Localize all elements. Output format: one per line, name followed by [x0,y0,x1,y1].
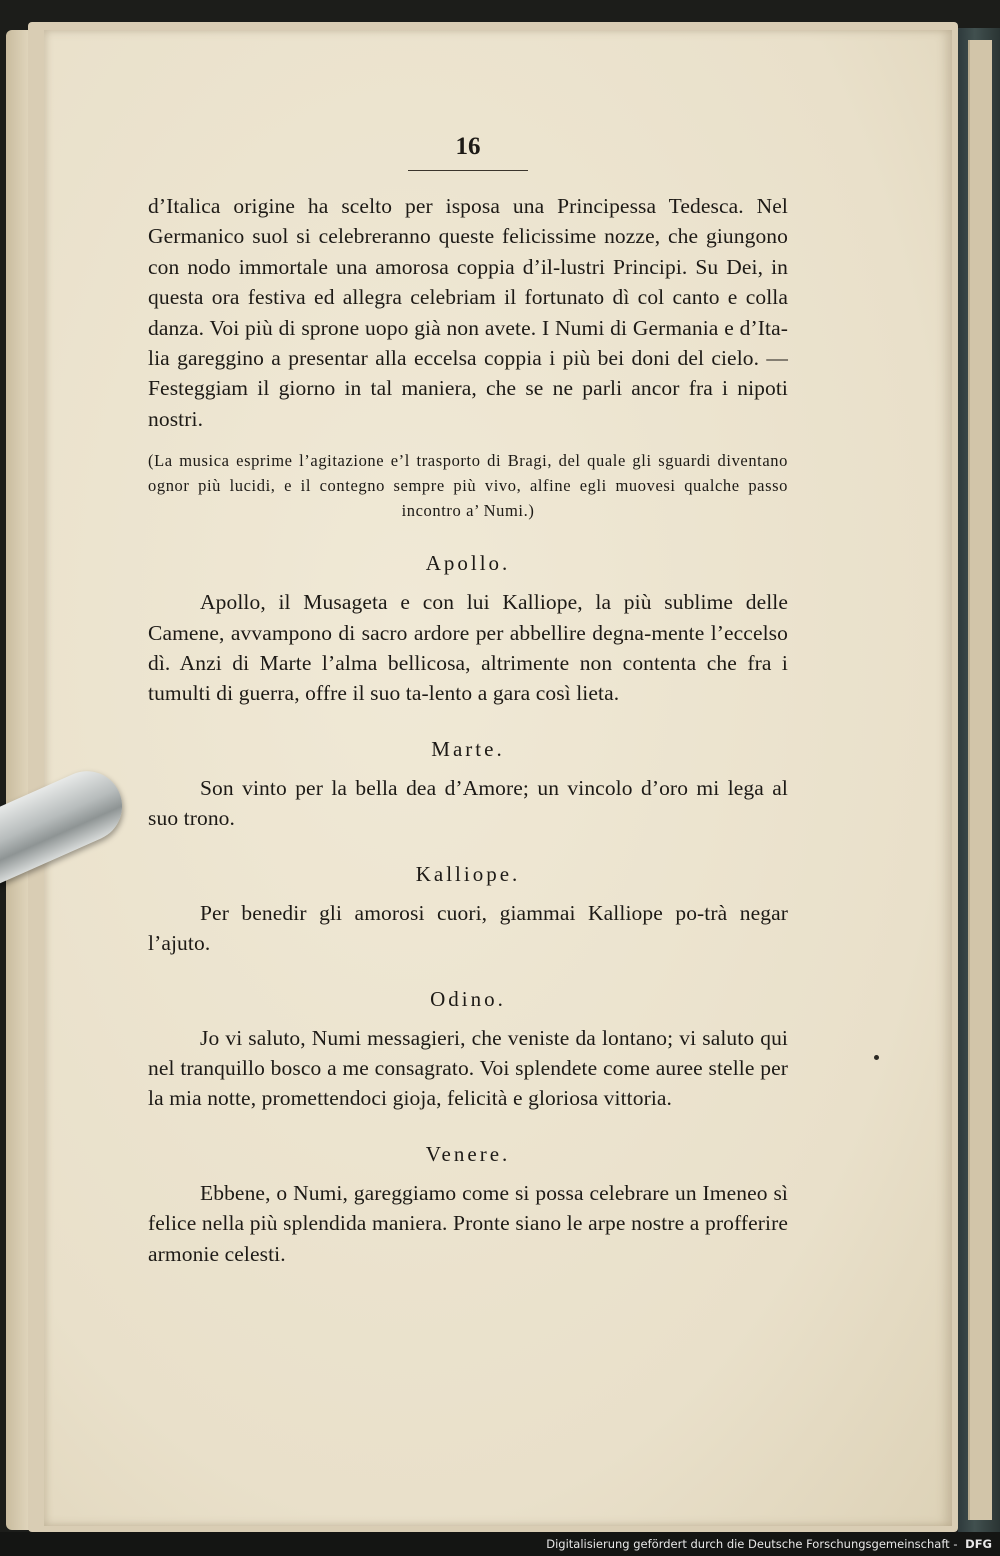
speaker-heading: Kalliope. [415,861,521,886]
speech-text: Per benedir gli amorosi cuori, giammai Kalliope po-trà negar l’ajuto. [148,900,788,956]
speech-text: Son vinto per la bella dea d’Amore; un vincolo d’oro mi lega al suo trono. [148,775,788,831]
opening-paragraph: d’Italica origine ha scelto per isposa una Principessa Tedesca. Nel Germanico suol si celebreranno queste felicissime nozze, che giungono con nodo immortale una amorosa coppia d’il-lustri Principi. Su Dei, in questa ora festiva ed allegra celebriam il fortunato dì col canto e colla danza. Voi più di sprone uopo già non avete. I Numi di Germania e d’Ita-lia gareggino a presentar alla eccelsa coppia i più bei doni del cielo. — Festeggiam il giorno in tal maniera, che se ne parli ancor fra i nipoti nostri. [148,194,788,431]
speaker-heading: Apollo. [425,551,511,576]
speaker-heading: Venere. [425,1141,511,1166]
speaker-heading: Marte. [431,736,505,761]
stage-direction: (La musica esprime l’agitazione e’l trasporto di Bragi, del quale gli sguardi diventano ognor più lucidi, e il contegno sempre più vivo, alfine egli muovesi qualche passo incontro a’ Numi.) [148,451,788,521]
paper-spot [874,1055,879,1060]
speech-text: Ebbene, o Numi, gareggiamo come si possa celebrare un Imeneo sì felice nella più splendida maniera. Pronte siano le arpe nostre a profferire armonie celesti. [148,1180,788,1266]
digitization-footer [0,1532,1000,1556]
speech-text: Jo vi saluto, Numi messagieri, che veniste da lontano; vi saluto qui nel tranquillo bosco a me consagrato. Voi splendete come auree stelle per la mia notte, promettendoci gioja, felicità e gloriosa vittoria. [148,1025,788,1111]
header-rule [408,170,528,171]
speaker-heading: Odino. [430,986,506,1011]
speech-text: Apollo, il Musageta e con lui Kalliope, la più sublime delle Camene, avvampono di sacro ardore per abbellire degna-mente l’eccelso dì. Anzi di Marte l’alma bellicosa, altrimente non contenta che fra i tumulti di guerra, offre il suo ta-lento a gara così lieta. [148,590,788,706]
dfg-logo: DFG [965,1537,992,1551]
page-number: 16 [455,133,481,160]
footer-credit: Digitalisierung gefördert durch die Deutsche Forschungsgemeinschaft - [546,1537,958,1551]
page-stack-right-edge [968,40,992,1520]
page-text [148,130,788,1269]
